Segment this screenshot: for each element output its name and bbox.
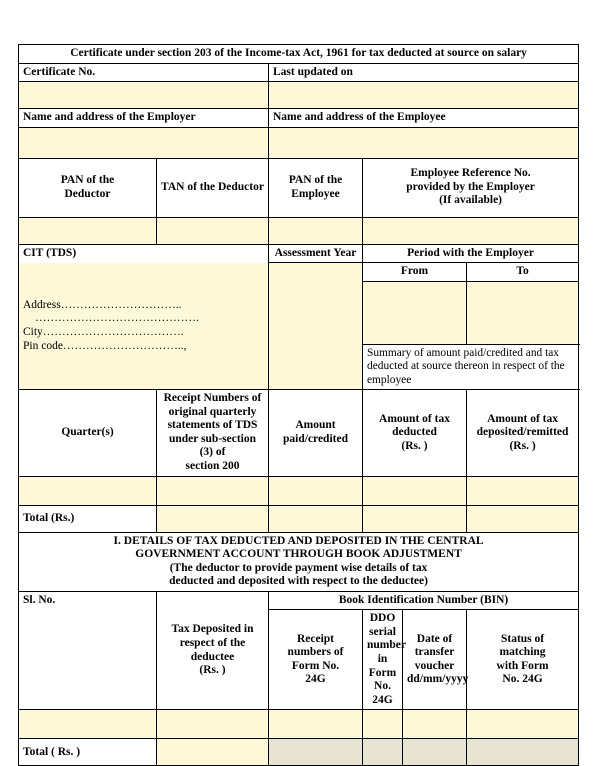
pan-employee-label-line1: PAN of the: [288, 174, 343, 187]
section-i-line2: GOVERNMENT ACCOUNT THROUGH BOOK ADJUSTMENT: [135, 548, 462, 561]
certificate-no-value-row: [19, 82, 579, 109]
tan-deductor-value[interactable]: [157, 217, 269, 244]
amount-paid-label: [269, 390, 363, 476]
last-updated-on-value[interactable]: [269, 82, 579, 109]
summary-total-tax-deposited[interactable]: [467, 505, 579, 532]
document-title: Certificate under section 203 of the Income-tax Act, 1961 for tax deducted at source on salary: [19, 45, 579, 64]
status-matching-label: [467, 610, 579, 710]
summary-tax-deposited-value[interactable]: [467, 476, 579, 505]
summary-amount-paid-value[interactable]: [269, 476, 363, 505]
amount-tax-deducted-label-line3: (Rs. ): [401, 439, 428, 452]
pan-employee-label-line2: Employee: [291, 187, 340, 200]
book-sl-no-value[interactable]: [19, 710, 157, 739]
pan-deductor-value[interactable]: [19, 217, 157, 244]
quarters-label: Quarter(s): [19, 390, 157, 476]
pan-deductor-label: [19, 158, 157, 217]
employer-name-address-value[interactable]: [19, 127, 269, 158]
book-total-row: [19, 739, 579, 766]
tax-deposited-label-line3: (Rs. ): [199, 664, 226, 677]
pan-tan-header-row: [19, 158, 579, 217]
amount-tax-deposited-label-line2: deposited/remitted: [476, 426, 569, 439]
status-matching-line2: matching: [499, 646, 546, 659]
amount-paid-label-line2: paid/credited: [283, 432, 348, 445]
receipt-24g-line4: 24G: [305, 673, 326, 686]
receipt-24g-label: [269, 610, 363, 710]
book-ddo-serial-value[interactable]: [363, 710, 403, 739]
tax-deposited-label: [157, 591, 269, 710]
receipt-24g-line2: numbers of: [287, 646, 344, 659]
amount-tax-deposited-label-line1: Amount of tax: [487, 412, 559, 425]
employee-reference-label-line3: (If available): [439, 194, 503, 207]
title-row: [19, 45, 579, 64]
certificate-form: [18, 44, 578, 766]
cit-pincode-line: Pin code…………………………..,: [23, 339, 187, 352]
ddo-serial-line2: number in: [367, 639, 406, 666]
book-total-receipt-24g: [269, 739, 363, 766]
summary-total-receipt[interactable]: [157, 505, 269, 532]
receipt-24g-line3: Form No.: [291, 659, 340, 672]
employee-name-address-value[interactable]: [269, 127, 579, 158]
tax-deposited-label-line2: respect of the deductee: [179, 636, 246, 663]
certificate-no-row: [19, 63, 579, 82]
amount-tax-deposited-label-line3: (Rs. ): [509, 439, 536, 452]
cit-city-line: City……………………………….: [23, 325, 184, 338]
book-status-value[interactable]: [467, 710, 579, 739]
sl-no-label: Sl. No.: [19, 591, 157, 710]
summary-data-row: [19, 476, 579, 505]
assessment-year-label: Assessment Year: [269, 244, 363, 263]
section-i-row: [19, 532, 579, 591]
period-to-label: To: [467, 263, 579, 282]
employer-name-address-label: Name and address of the Employer: [19, 109, 269, 128]
summary-quarter-value[interactable]: [19, 476, 157, 505]
pan-employee-label: [269, 158, 363, 217]
summary-total-tax-deducted[interactable]: [363, 505, 467, 532]
pan-deductor-label-line1: PAN of the: [60, 174, 115, 187]
book-total-ddo-serial: [363, 739, 403, 766]
book-total-tax-deposited[interactable]: [157, 739, 269, 766]
pan-deductor-label-line2: Deductor: [64, 187, 111, 200]
ddo-serial-line1: DDO serial: [369, 612, 396, 638]
period-from-value[interactable]: [363, 281, 467, 344]
status-matching-line3: with Form: [496, 659, 549, 672]
amount-paid-label-line1: Amount: [295, 419, 336, 432]
ddo-serial-label: [363, 610, 406, 710]
section-i-line1: I. DETAILS OF TAX DEDUCTED AND DEPOSITED IN THE CENTRAL: [113, 534, 484, 547]
amount-tax-deposited-label: [467, 390, 579, 476]
date-transfer-line1: Date of: [416, 632, 453, 645]
book-total-date-transfer: [403, 739, 467, 766]
last-updated-on-label: Last updated on: [269, 63, 579, 82]
book-header-row-1: [19, 591, 579, 610]
book-data-row: [19, 710, 579, 739]
receipt-numbers-label-line4: under sub-section (3) of: [168, 432, 256, 459]
book-total-label: Total ( Rs. ): [19, 739, 157, 766]
assessment-year-value[interactable]: [269, 263, 363, 390]
certificate-table: [18, 44, 579, 766]
summary-total-amount-paid[interactable]: [269, 505, 363, 532]
pan-tan-value-row: [19, 217, 579, 244]
receipt-24g-line1: Receipt: [296, 632, 335, 645]
book-date-transfer-value[interactable]: [403, 710, 467, 739]
employee-reference-label-line2: provided by the Employer: [406, 180, 535, 193]
section-i-heading: [19, 532, 579, 591]
date-transfer-label: [403, 610, 467, 710]
certificate-no-value[interactable]: [19, 82, 269, 109]
certificate-no-label: Certificate No.: [19, 63, 269, 82]
receipt-numbers-label-line2: original quarterly: [168, 405, 257, 418]
summary-total-label: Total (Rs.): [19, 505, 157, 532]
summary-receipt-value[interactable]: [157, 476, 269, 505]
pan-employee-value[interactable]: [269, 217, 363, 244]
status-matching-line4: No. 24G: [502, 673, 543, 686]
date-transfer-line3: voucher: [414, 659, 455, 672]
period-with-employer-label: Period with the Employer: [363, 244, 579, 263]
ddo-serial-line3: Form No.: [368, 666, 397, 693]
summary-total-row: [19, 505, 579, 532]
tan-deductor-label: TAN of the Deductor: [157, 158, 269, 217]
period-from-label: From: [363, 263, 467, 282]
date-transfer-line2: transfer: [414, 646, 455, 659]
book-receipt-24g-value[interactable]: [269, 710, 363, 739]
employee-name-address-label: Name and address of the Employee: [269, 109, 579, 128]
employee-reference-value[interactable]: [363, 217, 579, 244]
summary-title: Summary of amount paid/credited and tax deducted at source thereon in respect of the employee: [363, 344, 579, 389]
receipt-numbers-label-line1: Receipt Numbers of: [163, 392, 262, 405]
name-address-row: [19, 109, 579, 128]
amount-tax-deducted-label-line2: deducted: [392, 426, 437, 439]
section-i-line4: deducted and deposited with respect to the deductee): [169, 575, 428, 588]
ddo-serial-line4: 24G: [372, 693, 393, 706]
book-total-status: [467, 739, 579, 766]
book-tax-deposited-value[interactable]: [157, 710, 269, 739]
summary-tax-deducted-value[interactable]: [363, 476, 467, 505]
cit-tds-label: CIT (TDS): [19, 244, 269, 263]
amount-tax-deducted-label-line1: Amount of tax: [379, 412, 450, 425]
employee-reference-label: [363, 158, 579, 217]
cit-address-line: Address…………………………..: [23, 298, 182, 311]
status-matching-line1: Status of: [500, 632, 545, 645]
cit-address-block[interactable]: [19, 263, 269, 390]
receipt-numbers-label: [157, 390, 269, 476]
amount-tax-deducted-label: [363, 390, 467, 476]
cit-header-row: [19, 244, 579, 263]
name-address-value-row: [19, 127, 579, 158]
period-to-value[interactable]: [467, 281, 579, 344]
summary-header-row: [19, 390, 579, 476]
receipt-numbers-label-line3: statements of TDS: [167, 419, 258, 432]
tax-deposited-label-line1: Tax Deposited in: [171, 623, 254, 636]
employee-reference-label-line1: Employee Reference No.: [410, 167, 531, 180]
bin-label: Book Identification Number (BIN): [269, 591, 579, 610]
receipt-numbers-label-line5: section 200: [185, 459, 240, 472]
cit-address-row: [19, 263, 579, 282]
cit-address-line-cont: …………………………………….: [35, 312, 199, 325]
date-transfer-line4: dd/mm/yyyy: [407, 673, 469, 686]
section-i-line3: (The deductor to provide payment wise details of tax: [169, 561, 428, 574]
